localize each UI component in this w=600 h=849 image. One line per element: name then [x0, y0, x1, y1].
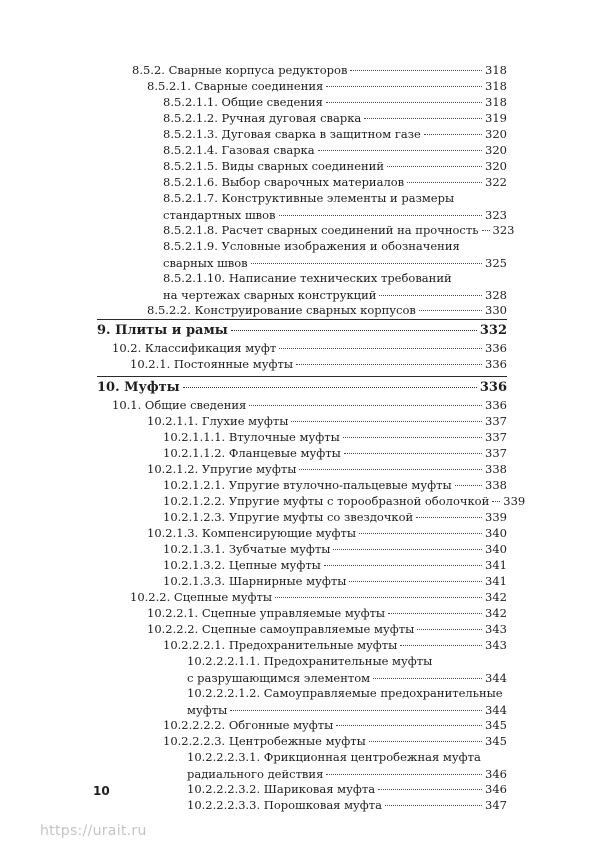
toc-entry-title-continued: радиального действия [187, 766, 324, 781]
toc-entry [163, 477, 507, 494]
toc-entry [187, 685, 507, 718]
toc-entry-page: 320 [485, 127, 507, 141]
toc-entry-page: 318 [485, 63, 507, 77]
toc-chapter-title: 10. Муфты [97, 380, 180, 395]
toc-entry [163, 174, 507, 191]
toc-entry-title: 10.2.2.2.1. Предохранительные муфты [163, 638, 398, 652]
toc-entry [163, 190, 507, 223]
toc-entry-page: 319 [485, 111, 507, 125]
toc-entry-title: 10.1. Общие сведения [112, 398, 247, 412]
toc-entry [130, 356, 507, 373]
toc-entry-title: 10.2.1.2.1. Упругие втулочно-пальцевые муфты [163, 478, 452, 492]
toc-entry-title: 10.2.1.3.2. Цепные муфты [163, 558, 321, 572]
toc-entry-page: 318 [485, 95, 507, 109]
toc-entry-title: 8.5.2.1.1. Общие сведения [163, 95, 323, 109]
toc-chapter [97, 322, 507, 340]
toc-entry-title: 10.2.1.1. Глухие муфты [147, 414, 289, 428]
toc-entry-page: 341 [485, 574, 507, 588]
watermark-url: https://urait.ru [40, 823, 147, 839]
toc-entry-title: 10.2. Классификация муфт [112, 341, 277, 355]
toc-entry-page: 343 [485, 622, 507, 636]
toc-entry-title: 10.2.1.1.1. Втулочные муфты [163, 430, 340, 444]
toc-chapter [97, 379, 507, 397]
toc-entry [163, 509, 507, 526]
toc-entry-page: 343 [485, 638, 507, 652]
toc-entry-page: 336 [485, 341, 507, 355]
toc-entry [163, 557, 507, 574]
toc-entry [163, 717, 507, 734]
toc-entry [163, 573, 507, 590]
toc-entry-title: 10.2.2.2.1.2. Самоуправляемые предохранительные [187, 686, 503, 700]
toc-entry [147, 525, 507, 542]
toc-entry-title: 10.2.1.1.2. Фланцевые муфты [163, 446, 341, 460]
toc-entry-title: 10.2.1.3. Компенсирующие муфты [147, 526, 357, 540]
toc-entry-page: 339 [485, 510, 507, 524]
toc-entry-title-continued: с разрушающимся элементом [187, 670, 371, 685]
toc-chapter-title: 9. Плиты и рамы [97, 323, 228, 338]
toc-entry-page: 336 [485, 398, 507, 412]
toc-entry-page: 339 [503, 494, 526, 508]
toc-entry-page: 320 [485, 159, 507, 173]
toc-entry-title: 10.2.1.3.3. Шарнирные муфты [163, 574, 347, 588]
toc-entry-title: 10.2.1.2.2. Упругие муфты с торообразной оболочкой [163, 494, 490, 508]
toc-entry-title: 10.2.2.2.3.3. Порошковая муфта [187, 798, 383, 812]
toc-entry [187, 781, 507, 798]
toc-entry-page: 325 [485, 255, 507, 270]
toc-entry [163, 126, 507, 143]
toc-entry-title: 8.5.2.1.2. Ручная дуговая сварка [163, 111, 362, 125]
toc-entry-page: 323 [492, 223, 515, 237]
toc-entry-page: 341 [485, 558, 507, 572]
toc-entry [163, 270, 507, 303]
toc-entry-page: 344 [485, 702, 507, 717]
toc-entry-page: 338 [485, 478, 507, 492]
toc-entry [163, 733, 507, 750]
toc-entry-title: 10.2.2. Сцепные муфты [130, 590, 273, 604]
toc-entry-page: 345 [485, 734, 507, 748]
toc-entry-page: 345 [485, 718, 507, 732]
toc-entry-title: 10.2.2.2.1.1. Предохранительные муфты [187, 654, 433, 668]
toc-entry-title-continued: стандартных швов [163, 207, 276, 222]
toc-entry [163, 238, 507, 271]
toc-entry [163, 222, 515, 239]
toc-entry [112, 340, 507, 357]
toc-entry-page: 330 [485, 303, 507, 317]
toc-entry-title: 10.2.1.2. Упругие муфты [147, 462, 297, 476]
toc-entry-page: 337 [485, 414, 507, 428]
toc-entry [163, 541, 507, 558]
toc-entry [187, 797, 507, 814]
toc-entry-page: 340 [485, 542, 507, 556]
toc-entry-title: 8.5.2.1. Сварные соединения [147, 79, 324, 93]
section-divider [97, 319, 507, 320]
toc-entry-title: 10.2.2.2.3.1. Фрикционная центробежная муфта [187, 750, 481, 764]
toc-entry-title: 8.5.2.1.10. Написание технических требований [163, 271, 452, 285]
toc-entry [163, 110, 507, 127]
toc-entry [163, 493, 526, 510]
toc-entry-title: 8.5.2.1.7. Конструктивные элементы и размеры [163, 191, 455, 205]
toc-entry-page: 342 [485, 606, 507, 620]
toc-entry [187, 749, 507, 782]
toc-entry-title: 8.5.2. Сварные корпуса редукторов [132, 63, 348, 77]
toc-entry-title: 8.5.2.1.4. Газовая сварка [163, 143, 315, 157]
page-number: 10 [93, 784, 110, 798]
toc-entry [132, 62, 507, 79]
toc-entry-page: 336 [485, 357, 507, 371]
toc-entry [112, 397, 507, 414]
toc-chapter-page: 336 [479, 380, 507, 395]
toc-entry-title-continued: сварных швов [163, 255, 248, 270]
toc-entry [163, 445, 507, 462]
toc-entry-page: 337 [485, 446, 507, 460]
toc-entry-page: 347 [485, 798, 507, 812]
toc-entry-title: 10.2.2.2.3. Центробежные муфты [163, 734, 366, 748]
toc-entry-page: 340 [485, 526, 507, 540]
toc-entry [163, 429, 507, 446]
toc-entry-page: 318 [485, 79, 507, 93]
toc-entry-page: 337 [485, 430, 507, 444]
toc-entry-title: 8.5.2.1.9. Условные изображения и обозначения [163, 239, 460, 253]
toc-entry-title-continued: муфты [187, 702, 228, 717]
toc-entry [147, 605, 507, 622]
toc-entry-title: 8.5.2.1.6. Выбор сварочных материалов [163, 175, 405, 189]
toc-entry [163, 142, 507, 159]
toc-entry-title: 8.5.2.1.8. Расчет сварных соединений на прочность [163, 223, 479, 237]
toc-entry-page: 346 [485, 766, 507, 781]
toc-entry [147, 621, 507, 638]
toc-entry [147, 302, 507, 319]
toc-entry-title-continued: на чертежах сварных конструкций [163, 287, 377, 302]
toc-entry-page: 323 [485, 207, 507, 222]
toc-chapter-page: 332 [479, 323, 507, 338]
toc-entry-title: 8.5.2.1.3. Дуговая сварка в защитном газе [163, 127, 421, 141]
toc-entry [147, 461, 507, 478]
section-divider [97, 376, 507, 377]
toc-entry-title: 10.2.1.3.1. Зубчатые муфты [163, 542, 331, 556]
toc-entry-title: 10.2.1.2.3. Упругие муфты со звездочкой [163, 510, 414, 524]
toc-entry-page: 342 [485, 590, 507, 604]
toc-entry [147, 413, 507, 430]
toc-entry-title: 10.2.2.2. Сцепные самоуправляемые муфты [147, 622, 415, 636]
toc-entry [147, 78, 507, 95]
toc-entry [163, 158, 507, 175]
toc-entry-title: 10.2.2.2.2. Обгонные муфты [163, 718, 334, 732]
toc-entry-page: 322 [485, 175, 507, 189]
toc-entry-title: 10.2.2.2.3.2. Шариковая муфта [187, 782, 376, 796]
toc-entry-title: 10.2.2.1. Сцепные управляемые муфты [147, 606, 386, 620]
toc-entry-page: 338 [485, 462, 507, 476]
toc-entry-title: 8.5.2.2. Конструирование сварных корпусов [147, 303, 416, 317]
toc-entry-page: 328 [485, 287, 507, 302]
toc-entry [163, 637, 507, 654]
toc-entry [130, 589, 507, 606]
toc-entry-title: 8.5.2.1.5. Виды сварных соединений [163, 159, 384, 173]
toc-entry-page: 346 [485, 782, 507, 796]
toc-entry [163, 94, 507, 111]
toc-entry-page: 344 [485, 670, 507, 685]
toc-entry-page: 320 [485, 143, 507, 157]
toc-entry-title: 10.2.1. Постоянные муфты [130, 357, 293, 371]
toc-entry [187, 653, 507, 686]
